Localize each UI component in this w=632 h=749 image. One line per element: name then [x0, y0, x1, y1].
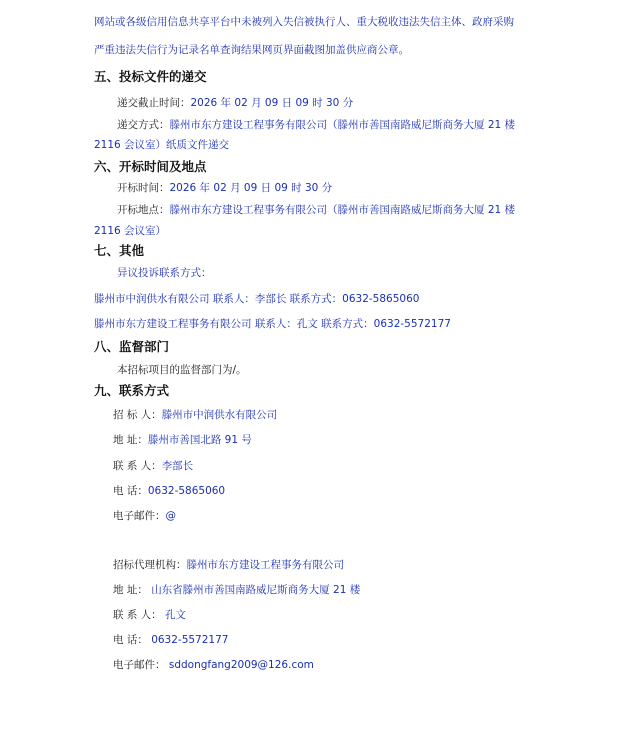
submit-deadline-label: 递交截止时间： [117, 97, 191, 109]
tenderer-contact-value: 李部长 [161, 460, 194, 472]
tenderer-address-line [113, 433, 252, 447]
agency-email-label: 电子邮件： [113, 659, 169, 671]
agency-address-value: 山东省滕州市善国南路威尼斯商务大厦 21 楼 [151, 584, 361, 596]
open-place-value-cont: 2116 会议室） [94, 225, 167, 237]
agency-phone-label: 电 话： [113, 634, 152, 646]
submit-method-label: 递交方式： [117, 119, 170, 131]
agency-contact-label: 联 系 人： [113, 609, 166, 621]
agency-email-line [113, 658, 314, 672]
submit-method-line [117, 118, 515, 132]
agency-email-value: sddongfang2009@126.com [168, 659, 314, 671]
tenderer-contact-label: 联 系 人： [113, 460, 162, 472]
tenderer-email-value: @ [165, 510, 176, 522]
objection-contact-2: 滕州市东方建设工程事务有限公司 联系人：孔文 联系方式：0632-5572177 [94, 318, 451, 330]
agency-phone-line [113, 633, 228, 647]
section-9-heading: 九、联系方式 [94, 383, 170, 398]
agency-label: 招标代理机构： [113, 559, 187, 571]
open-place-value: 滕州市东方建设工程事务有限公司（滕州市善国南路威尼斯商务大厦 21 楼 [169, 204, 516, 216]
agency-value: 滕州市东方建设工程事务有限公司 [186, 559, 344, 571]
submit-method-value-cont: 2116 会议室）纸质文件递交 [94, 139, 230, 151]
tenderer-value: 滕州市中润供水有限公司 [161, 409, 278, 421]
objection-contact-1: 滕州市中润供水有限公司 联系人：李部长 联系方式：0632-5865060 [94, 293, 420, 305]
intro-line-1: 网站或各级信用信息共享平台中未被列入失信被执行人、重大税收违法失信主体、政府采购 [94, 16, 514, 28]
tenderer-email-label: 电子邮件： [113, 510, 166, 522]
tenderer-phone-value: 0632-5865060 [147, 485, 226, 497]
tenderer-label: 招 标 人： [113, 409, 162, 421]
intro-line-2: 严重违法失信行为记录名单查询结果网页界面截图加盖供应商公章。 [94, 44, 409, 56]
tenderer-contact-line [113, 459, 193, 473]
tenderer-address-label: 地 址： [113, 434, 148, 446]
open-place-label: 开标地点： [117, 204, 170, 216]
agency-address-label: 地 址： [113, 584, 152, 596]
open-time-value: 2026 年 02 月 09 日 09 时 30 分 [169, 182, 333, 194]
objection-contact-label: 异议投诉联系方式： [117, 267, 212, 279]
submit-deadline-value: 2026 年 02 月 09 日 09 时 30 分 [190, 97, 354, 109]
tenderer-line [113, 408, 277, 422]
section-7-heading: 七、其他 [94, 243, 145, 258]
open-place-line [117, 203, 515, 217]
open-time-label: 开标时间： [117, 182, 170, 194]
submit-deadline-line [117, 96, 353, 110]
tenderer-email-line [113, 509, 176, 523]
tenderer-address-value: 滕州市善国北路 91 号 [147, 434, 252, 446]
agency-line [113, 558, 344, 572]
agency-contact-value: 孔文 [165, 609, 187, 621]
agency-contact-line [113, 608, 186, 622]
open-time-line [117, 181, 332, 195]
section-8-heading: 八、监督部门 [94, 339, 170, 354]
agency-phone-value: 0632-5572177 [151, 634, 229, 646]
tenderer-phone-line [113, 484, 225, 498]
section-6-heading: 六、开标时间及地点 [94, 159, 207, 174]
tenderer-phone-label: 电 话： [113, 485, 148, 497]
submit-method-value: 滕州市东方建设工程事务有限公司（滕州市善国南路威尼斯商务大厦 21 楼 [169, 119, 516, 131]
section-5-heading: 五、投标文件的递交 [94, 69, 207, 84]
agency-address-line [113, 583, 360, 597]
supervision-text: 本招标项目的监督部门为/。 [117, 364, 247, 376]
